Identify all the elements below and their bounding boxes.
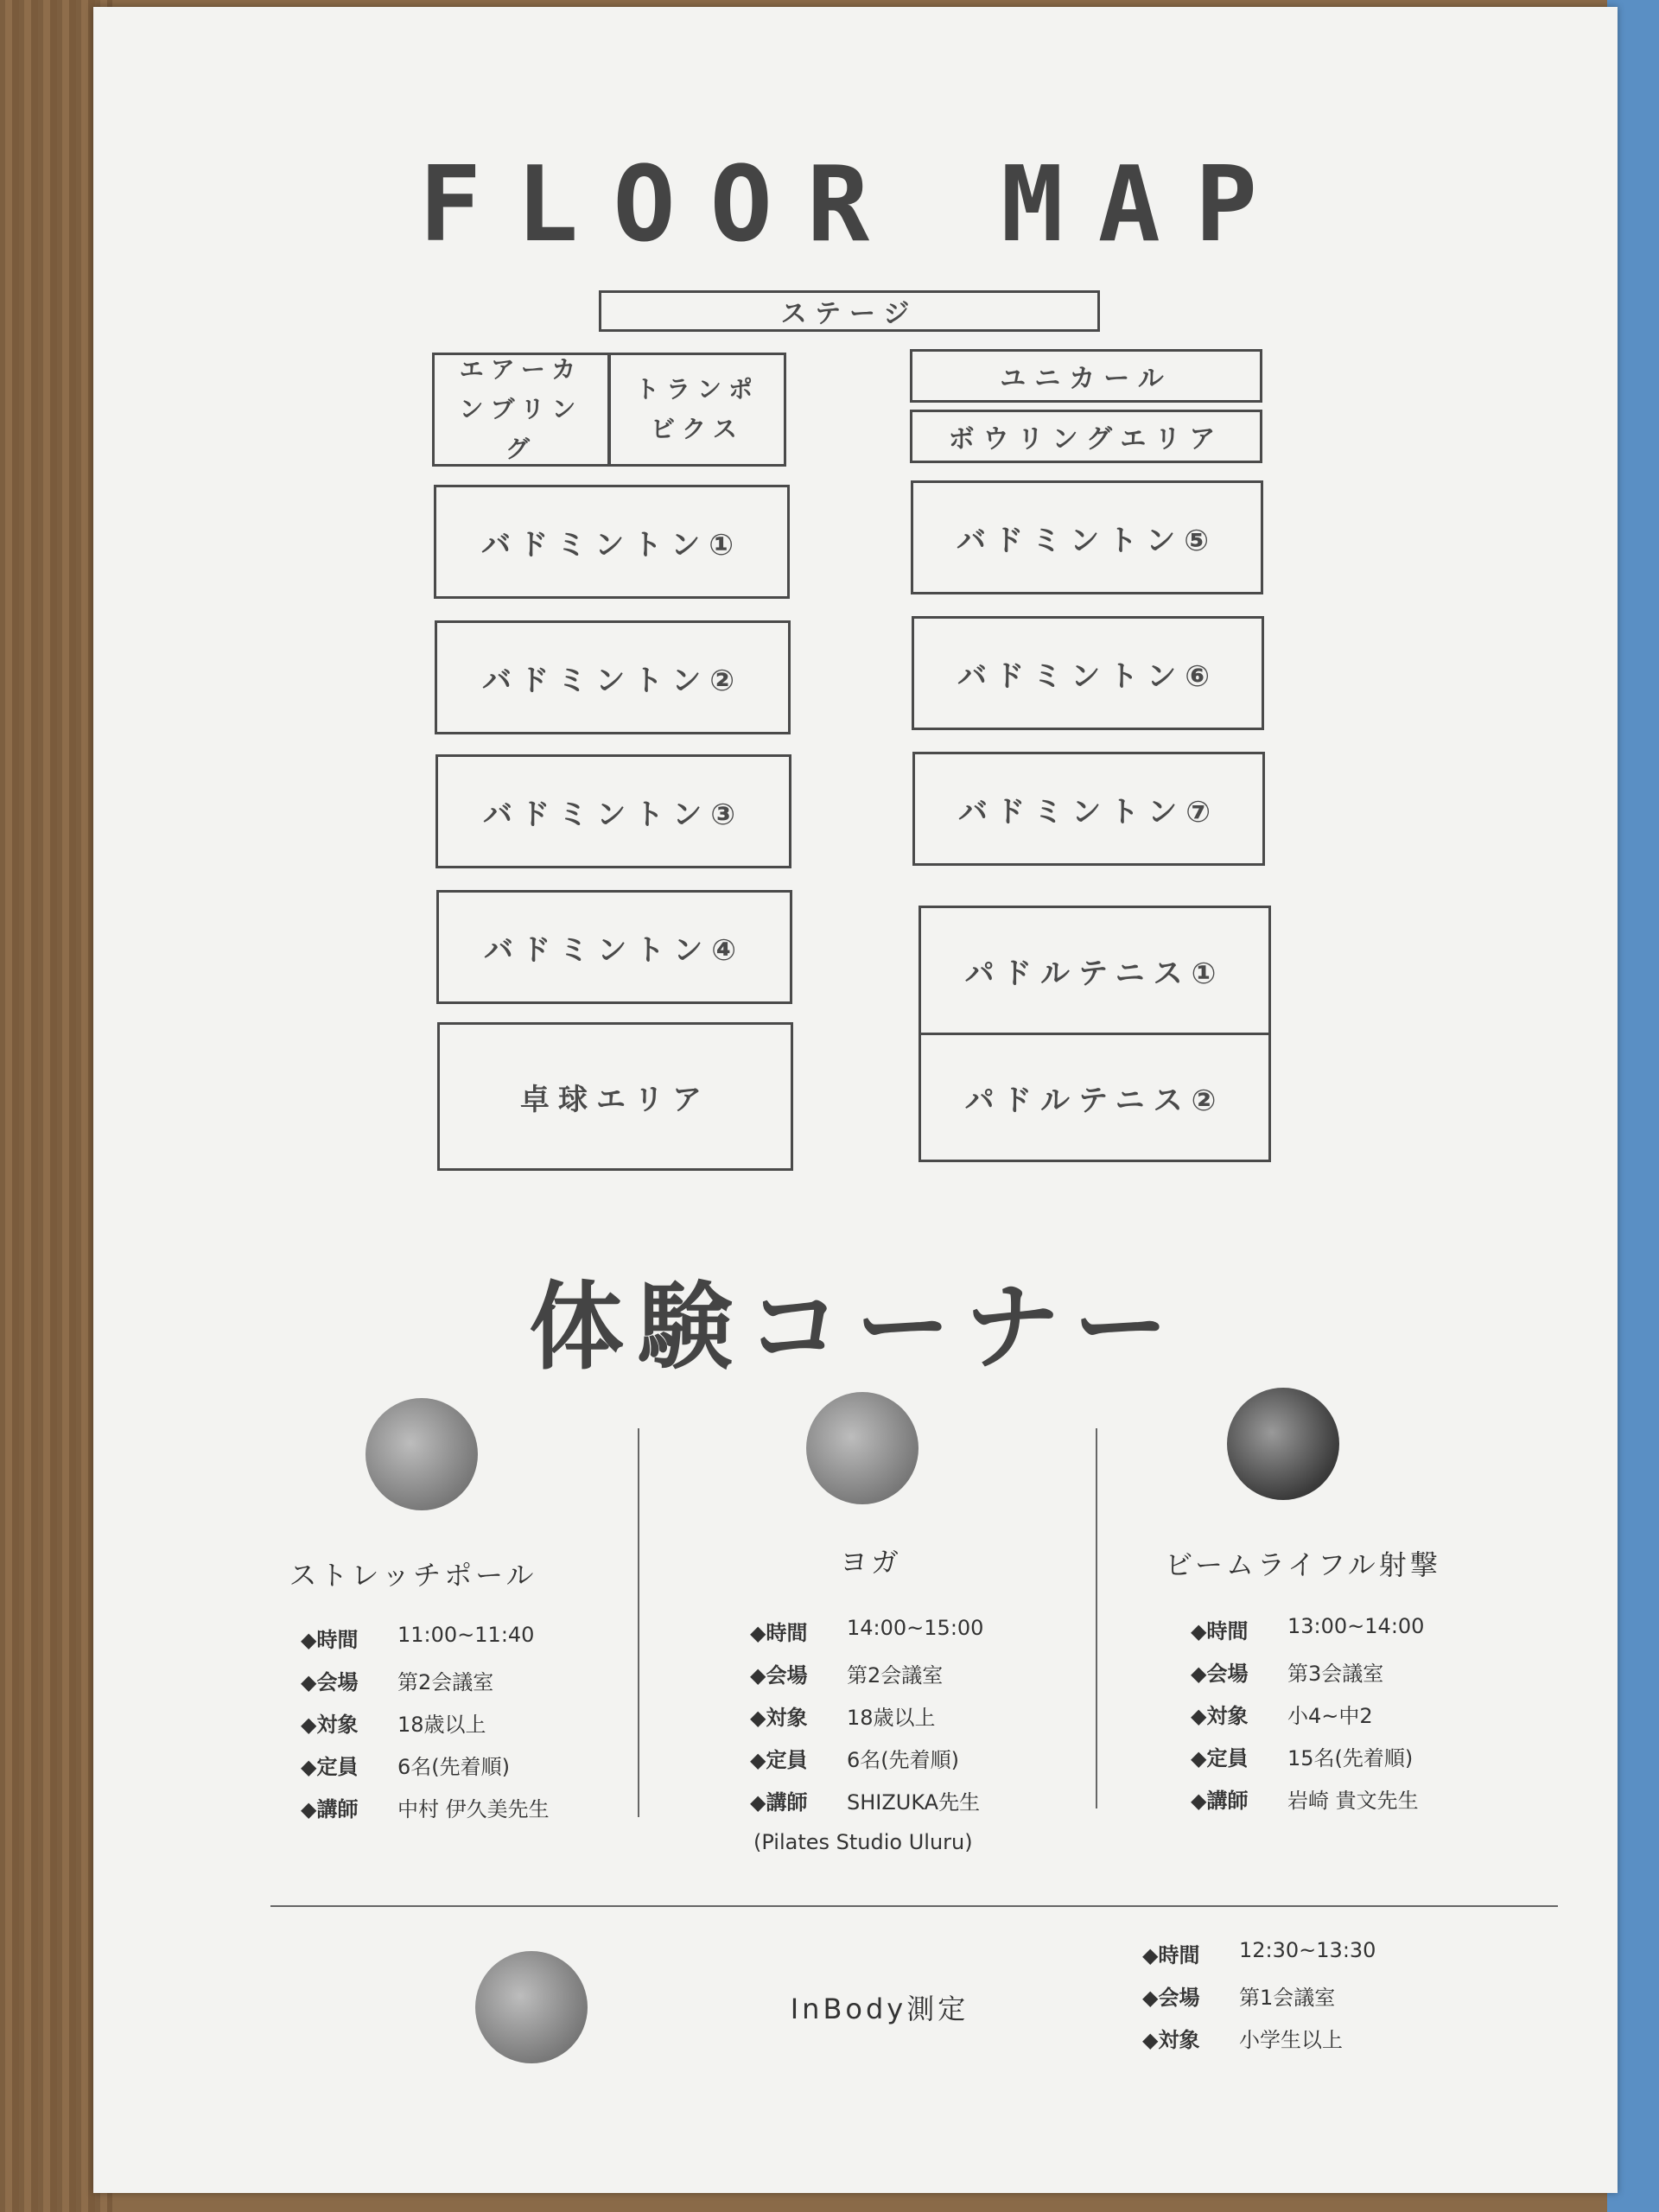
info-row (301, 1792, 550, 1834)
info-value: 第2会議室 (397, 1670, 494, 1694)
column-divider (1096, 1428, 1097, 1808)
info-key: ◆ 時間 (750, 1616, 847, 1658)
info-row (750, 1700, 983, 1743)
info-value: 第3会議室 (1287, 1662, 1384, 1686)
info-row (301, 1623, 550, 1665)
info-key: ◆ 会場 (1142, 1980, 1239, 2023)
info-row (750, 1743, 983, 1785)
table-tennis-area: 卓球エリア (437, 1022, 793, 1171)
info-key: ◆ 定員 (750, 1743, 847, 1785)
corner-info-list (1191, 1614, 1424, 1826)
info-row (1142, 2023, 1376, 2065)
info-row (1191, 1614, 1424, 1656)
info-value: 18歳以上 (397, 1713, 486, 1737)
info-value: 第2会議室 (847, 1663, 944, 1688)
info-key: ◆ 会場 (301, 1665, 397, 1707)
info-row (1142, 1938, 1376, 1980)
info-row (1191, 1656, 1424, 1699)
info-value: 18歳以上 (847, 1706, 936, 1730)
flyer-sheet (93, 7, 1618, 2193)
info-row (750, 1616, 983, 1658)
info-key: ◆ 講師 (1191, 1783, 1287, 1826)
inbody-info-list (1142, 1938, 1376, 2065)
info-value: 小学生以上 (1239, 2028, 1343, 2052)
corner-name: ビームライフル射撃 (1165, 1548, 1441, 1581)
info-value: 15名(先着順) (1287, 1746, 1414, 1770)
info-key: ◆ 対象 (1142, 2023, 1239, 2065)
badminton-court-7: バドミントン⑦ (912, 752, 1265, 866)
stage-area: ステージ (599, 290, 1100, 332)
info-key: ◆ 時間 (1142, 1938, 1239, 1980)
info-row (750, 1785, 983, 1827)
info-key: ◆ 対象 (1191, 1699, 1287, 1741)
info-row (301, 1665, 550, 1707)
info-key: ◆ 対象 (301, 1707, 397, 1750)
info-value: 6名(先着順) (847, 1748, 959, 1772)
info-row (750, 1658, 983, 1700)
corner-info-list (750, 1616, 983, 1827)
badminton-court-2: バドミントン② (435, 620, 791, 734)
info-value: 中村 伊久美先生 (397, 1797, 550, 1821)
trampoline-area: トランポビクス (608, 353, 786, 467)
info-row (1191, 1699, 1424, 1741)
info-row (301, 1707, 550, 1750)
paddle-tennis-court-2: パドルテニス② (918, 1033, 1271, 1162)
beam-rifle-photo (1227, 1388, 1339, 1500)
corner-name: ストレッチポール (289, 1559, 537, 1592)
column-divider (638, 1428, 639, 1817)
air-area: エアーカンブリング (432, 353, 610, 467)
inbody-photo (475, 1951, 588, 2063)
info-key: ◆ 定員 (1191, 1741, 1287, 1783)
info-key: ◆ 講師 (301, 1792, 397, 1834)
info-value: 14:00~15:00 (847, 1616, 984, 1640)
bowling-area: ボウリングエリア (910, 410, 1262, 463)
info-value: 13:00~14:00 (1287, 1614, 1425, 1638)
experience-corner-title: 体験コーナー (529, 1272, 1182, 1382)
info-value: 第1会議室 (1239, 1986, 1336, 2010)
info-value: 小4~中2 (1287, 1704, 1373, 1728)
yoga-photo (806, 1392, 918, 1504)
section-rule (270, 1905, 1558, 1907)
badminton-court-1: バドミントン① (434, 485, 790, 599)
info-row (1191, 1783, 1424, 1826)
info-row (1142, 1980, 1376, 2023)
info-key: ◆ 時間 (301, 1623, 397, 1665)
stretch-pole-photo (365, 1398, 478, 1510)
badminton-court-4: バドミントン④ (436, 890, 792, 1004)
info-value: 岩崎 貴文先生 (1287, 1789, 1419, 1813)
info-key: ◆ 会場 (1191, 1656, 1287, 1699)
info-value: 6名(先着順) (397, 1755, 510, 1779)
badminton-court-5: バドミントン⑤ (911, 480, 1263, 594)
corner-info-list (301, 1623, 550, 1834)
unicycle-area: ユニカール (910, 349, 1262, 403)
badminton-court-3: バドミントン③ (435, 754, 791, 868)
info-key: ◆ 講師 (750, 1785, 847, 1827)
info-key: ◆ 対象 (750, 1700, 847, 1743)
corner-name: ヨガ (839, 1546, 902, 1579)
corner-name: InBody測定 (790, 1993, 969, 2025)
info-value: SHIZUKA先生 (847, 1790, 981, 1815)
info-row (1191, 1741, 1424, 1783)
info-key: ◆ 定員 (301, 1750, 397, 1792)
floor-map-title: FLOOR MAP (418, 145, 1293, 265)
info-row (301, 1750, 550, 1792)
paddle-tennis-court-1: パドルテニス① (918, 906, 1271, 1035)
info-value: 11:00~11:40 (397, 1623, 535, 1647)
badminton-court-6: バドミントン⑥ (912, 616, 1264, 730)
info-value: 12:30~13:30 (1239, 1938, 1376, 1962)
info-key: ◆ 時間 (1191, 1614, 1287, 1656)
instructor-studio-note: (Pilates Studio Uluru) (753, 1830, 973, 1854)
info-key: ◆ 会場 (750, 1658, 847, 1700)
